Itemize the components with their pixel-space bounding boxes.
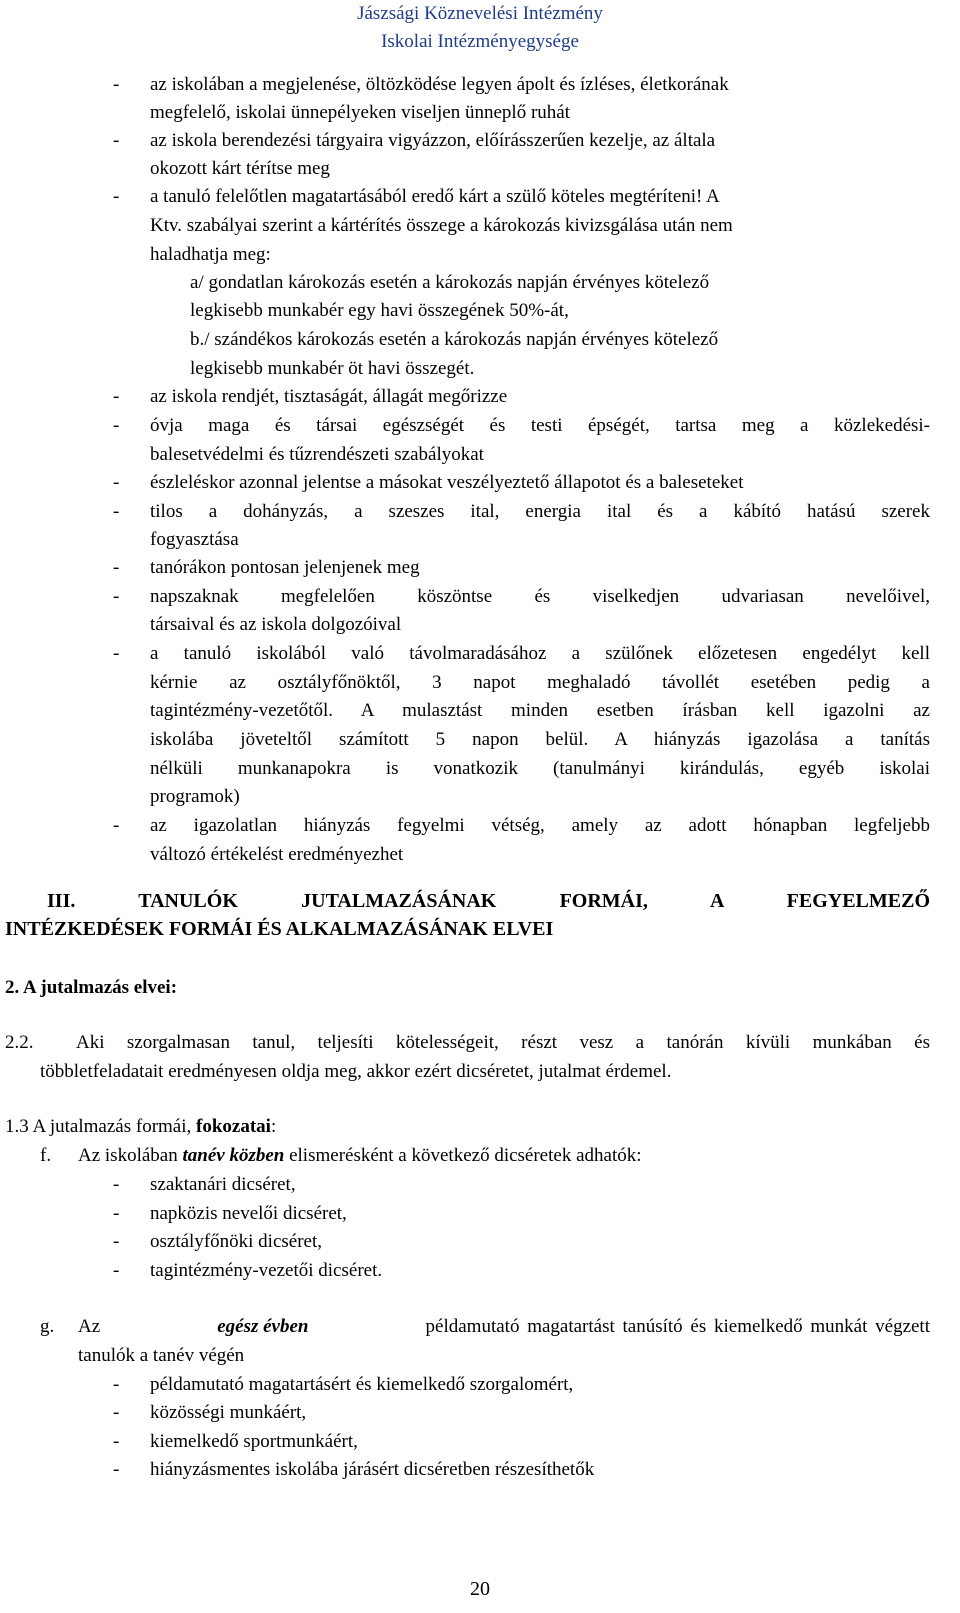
item-label-f: f. <box>40 1145 52 1166</box>
list-dash: - <box>113 1431 120 1452</box>
list-dash: - <box>113 74 120 95</box>
item-f-text <box>78 1141 642 1171</box>
list-item-text: a tanuló felelőtlen magatartásából eredő kárt a szülő köteles megtéríteni! A <box>150 186 720 207</box>
list-item-text: kérnie az osztályfőnöktől, 3 napot meghaladó távollét esetében pedig a <box>150 672 930 693</box>
list-dash: - <box>113 643 120 664</box>
list-item-text: az iskolában a megjelenése, öltözködése legyen ápolt és ízléses, életkorának <box>150 74 729 95</box>
list-item-text: tagintézmény-vezetőtől. A mulasztást minden esetben írásban kell igazolni az <box>150 700 930 721</box>
list-item-text: kiemelkedő sportmunkáért, <box>150 1431 358 1452</box>
list-dash: - <box>113 1231 120 1252</box>
list-dash: - <box>113 1459 120 1480</box>
list-dash: - <box>113 557 120 578</box>
section-heading-line1: III. TANULÓK JUTALMAZÁSÁNAK FORMÁI, A FEGYELMEZŐ <box>47 890 930 912</box>
header-institution: Jászsági Köznevelési Intézmény <box>357 3 603 24</box>
list-item-text: fogyasztása <box>150 529 239 550</box>
reward-forms-heading <box>5 1112 276 1142</box>
damage-a-line1: a/ gondatlan károkozás esetén a károkozás napján érvényes kötelező <box>190 272 710 293</box>
list-item-text: megfelelő, iskolai ünnepélyeken viseljen ünneplő ruhát <box>150 102 570 123</box>
list-item-text: változó értékelést eredményezhet <box>150 844 404 865</box>
list-dash: - <box>113 472 120 493</box>
damage-a-line2: legkisebb munkabér egy havi összegének 50%-át, <box>190 300 569 321</box>
list-item-text: az iskola berendezési tárgyaira vigyázzon, előírásszerűen kezelje, az általa <box>150 130 716 151</box>
list-dash: - <box>113 386 120 407</box>
list-dash: - <box>113 586 120 607</box>
subheading-reward-principles: 2. A jutalmazás elvei: <box>5 977 178 998</box>
list-dash: - <box>113 1374 120 1395</box>
list-item-text: tagintézmény-vezetői dicséret. <box>150 1260 383 1281</box>
list-item-text: szaktanári dicséret, <box>150 1174 296 1195</box>
item-g-text <box>78 1312 930 1342</box>
list-dash: - <box>113 1174 120 1195</box>
list-item-text: példamutató magatartásért és kiemelkedő szorgalomért, <box>150 1374 574 1395</box>
list-item-text: társaival és az iskola dolgozóival <box>150 614 402 635</box>
list-item-text: Ktv. szabályai szerint a kártérítés összege a károkozás kivizsgálása után nem <box>150 215 733 236</box>
header-unit: Iskolai Intézményegysége <box>381 31 579 52</box>
item-f-post: elismerésként a következő dicséretek adhatók: <box>284 1145 642 1166</box>
list-item-text: balesetvédelmi és tűzrendészeti szabályokat <box>150 444 484 465</box>
paragraph-line: Aki szorgalmasan tanul, teljesíti kötelességeit, részt vesz a tanórán kívüli munkában és <box>76 1032 930 1053</box>
list-dash: - <box>113 130 120 151</box>
item-f-emphasis: tanév közben <box>182 1145 285 1166</box>
list-dash: - <box>113 1260 120 1281</box>
list-dash: - <box>113 815 120 836</box>
reward-forms-bold: fokozatai <box>196 1116 271 1137</box>
list-item-text: hiányzásmentes iskolába járásért dicséretben részesíthetők <box>150 1459 595 1480</box>
list-dash: - <box>113 1402 120 1423</box>
list-item-text: észleléskor azonnal jelentse a másokat veszélyeztető állapotot és a baleseteket <box>150 472 744 493</box>
list-dash: - <box>113 186 120 207</box>
list-item-text: óvja maga és társai egészségét és testi épségét, tartsa meg a közlekedési- <box>150 415 930 436</box>
list-item-text: a tanuló iskolából való távolmaradásához a szülőnek előzetesen engedélyt kell <box>150 643 930 664</box>
list-item-text: közösségi munkáért, <box>150 1402 307 1423</box>
item-f-pre: Az iskolában <box>78 1145 183 1166</box>
list-item-text: iskolába jöveteltől számított 5 napon belül. A hiányzás igazolása a tanítás <box>150 729 930 750</box>
list-item-text: az igazolatlan hiányzás fegyelmi vétség, amely az adott hónapban legfeljebb <box>150 815 930 836</box>
paragraph-number: 2.2. <box>5 1032 34 1053</box>
list-item-text: haladhatja meg: <box>150 244 271 265</box>
paragraph-line: többletfeladatait eredményesen oldja meg, akkor ezért dicséretet, jutalmat érdemel. <box>40 1061 672 1082</box>
list-item-text: az iskola rendjét, tisztaságát, állagát megőrizze <box>150 386 508 407</box>
item-g-rest: példamutató magatartást tanúsító és kiemelkedő munkát végzett <box>425 1316 930 1337</box>
damage-b-line1: b./ szándékos károkozás esetén a károkozás napján érvényes kötelező <box>190 329 719 350</box>
list-item-text: napközis nevelői dicséret, <box>150 1203 347 1224</box>
list-dash: - <box>113 415 120 436</box>
list-item-text: programok) <box>150 786 240 807</box>
page-number: 20 <box>470 1578 490 1600</box>
list-item-text: napszaknak megfelelően köszöntse és viselkedjen udvariasan nevelőivel, <box>150 586 930 607</box>
list-item-text: nélküli munkanapokra is vonatkozik (tanulmányi kirándulás, egyéb iskolai <box>150 758 930 779</box>
reward-forms-suffix: : <box>270 1116 277 1137</box>
item-label-g: g. <box>40 1316 55 1337</box>
item-g-emphasis: egész évben <box>217 1316 309 1337</box>
list-item-text: tanórákon pontosan jelenjenek meg <box>150 557 420 578</box>
item-g-word: Az <box>78 1316 101 1337</box>
reward-forms-prefix: 1.3 A jutalmazás formái, <box>5 1116 197 1137</box>
list-item-text: osztályfőnöki dicséret, <box>150 1231 323 1252</box>
item-g-line2: tanulók a tanév végén <box>78 1345 245 1366</box>
section-heading-line2: INTÉZKEDÉSEK FORMÁI ÉS ALKALMAZÁSÁNAK ELVEI <box>5 918 554 940</box>
list-dash: - <box>113 1203 120 1224</box>
list-item-text: okozott kárt térítse meg <box>150 158 330 179</box>
damage-b-line2: legkisebb munkabér öt havi összegét. <box>190 358 475 379</box>
list-dash: - <box>113 501 120 522</box>
list-item-text: tilos a dohányzás, a szeszes ital, energia ital és a kábító hatású szerek <box>150 501 930 522</box>
